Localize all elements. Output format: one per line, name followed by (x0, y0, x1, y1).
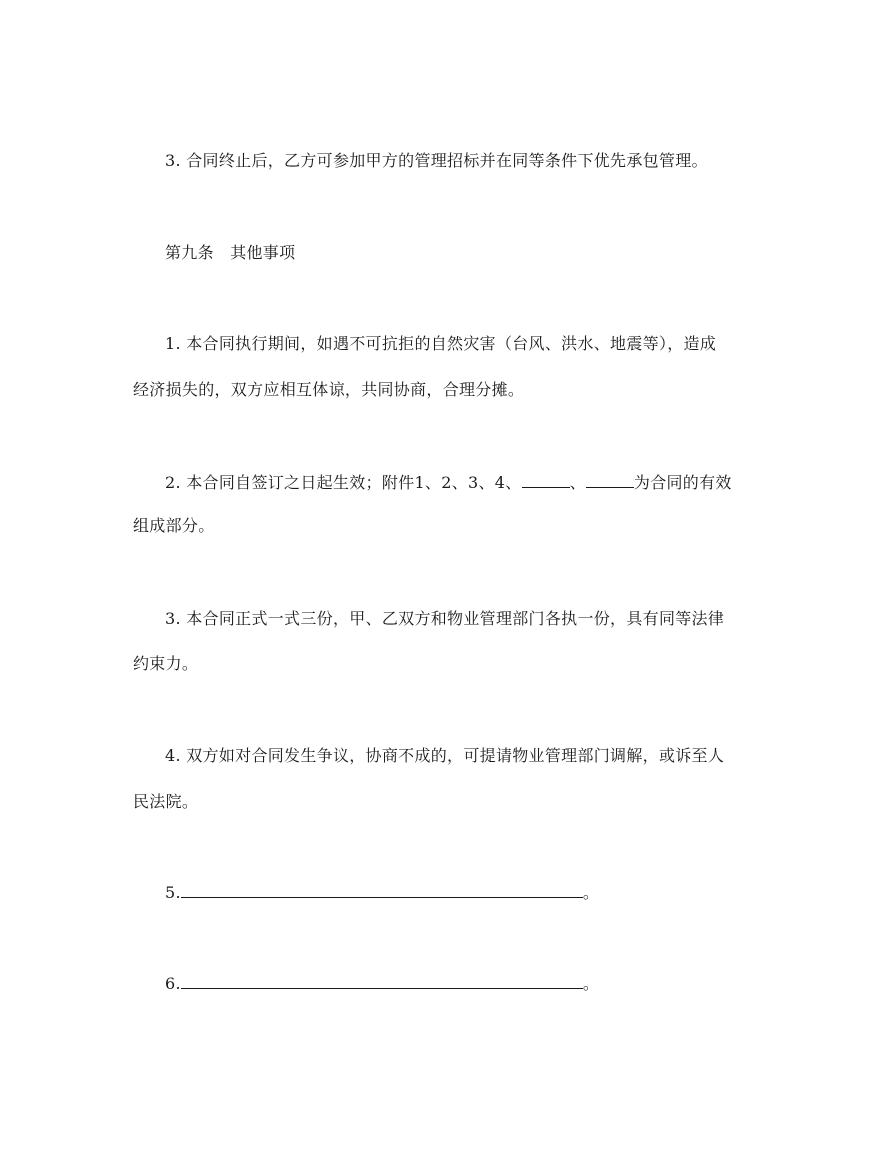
item-suffix: 。 (582, 883, 600, 902)
clause-text: 经济损失的，双方应相互体谅，共同协商，合理分摊。 (133, 380, 525, 399)
clause-9-item-1-line-2 (133, 380, 524, 400)
item-5-blank[interactable] (181, 881, 583, 898)
clause-9-item-2-line-1 (165, 471, 732, 493)
clause-9-item-4-line-1 (165, 746, 724, 766)
clause-9-item-4-line-2 (133, 792, 198, 812)
clause-text: 、 (569, 473, 586, 492)
item-suffix: 。 (582, 974, 600, 993)
clause-9-item-6 (165, 972, 599, 994)
clause-text: 为合同的有效 (633, 473, 732, 492)
clause-9-item-5 (165, 881, 599, 903)
clause-text: 约束力。 (133, 654, 199, 673)
item-number: 5. (165, 883, 181, 902)
clause-8-item-3 (165, 151, 708, 171)
attachment-blank-2[interactable] (586, 471, 634, 488)
clause-text: 2. 本合同自签订之日起生效；附件1、2、3、4、 (165, 473, 522, 492)
clause-9-item-3-line-1 (165, 609, 724, 629)
clause-text: 1. 本合同执行期间，如遇不可抗拒的自然灾害（台风、洪水、地震等），造成 (165, 334, 717, 353)
clause-text: 3. 本合同正式一式三份，甲、乙双方和物业管理部门各执一份，具有同等法律 (165, 609, 725, 628)
clause-text: 民法院。 (133, 792, 199, 811)
item-number: 6. (165, 974, 181, 993)
clause-9-item-3-line-2 (133, 654, 198, 674)
article-title: 第九条 其他事项 (165, 243, 296, 262)
clause-text: 4. 双方如对合同发生争议，协商不成的，可提请物业管理部门调解，或诉至人 (165, 746, 725, 765)
clause-text: 3. 合同终止后，乙方可参加甲方的管理招标并在同等条件下优先承包管理。 (165, 151, 708, 170)
item-6-blank[interactable] (181, 972, 583, 989)
clause-9-item-2-line-2 (133, 516, 215, 536)
article-9-heading (165, 243, 295, 263)
clause-9-item-1-line-1 (165, 334, 716, 354)
clause-text: 组成部分。 (133, 516, 215, 535)
attachment-blank-1[interactable] (522, 471, 570, 488)
